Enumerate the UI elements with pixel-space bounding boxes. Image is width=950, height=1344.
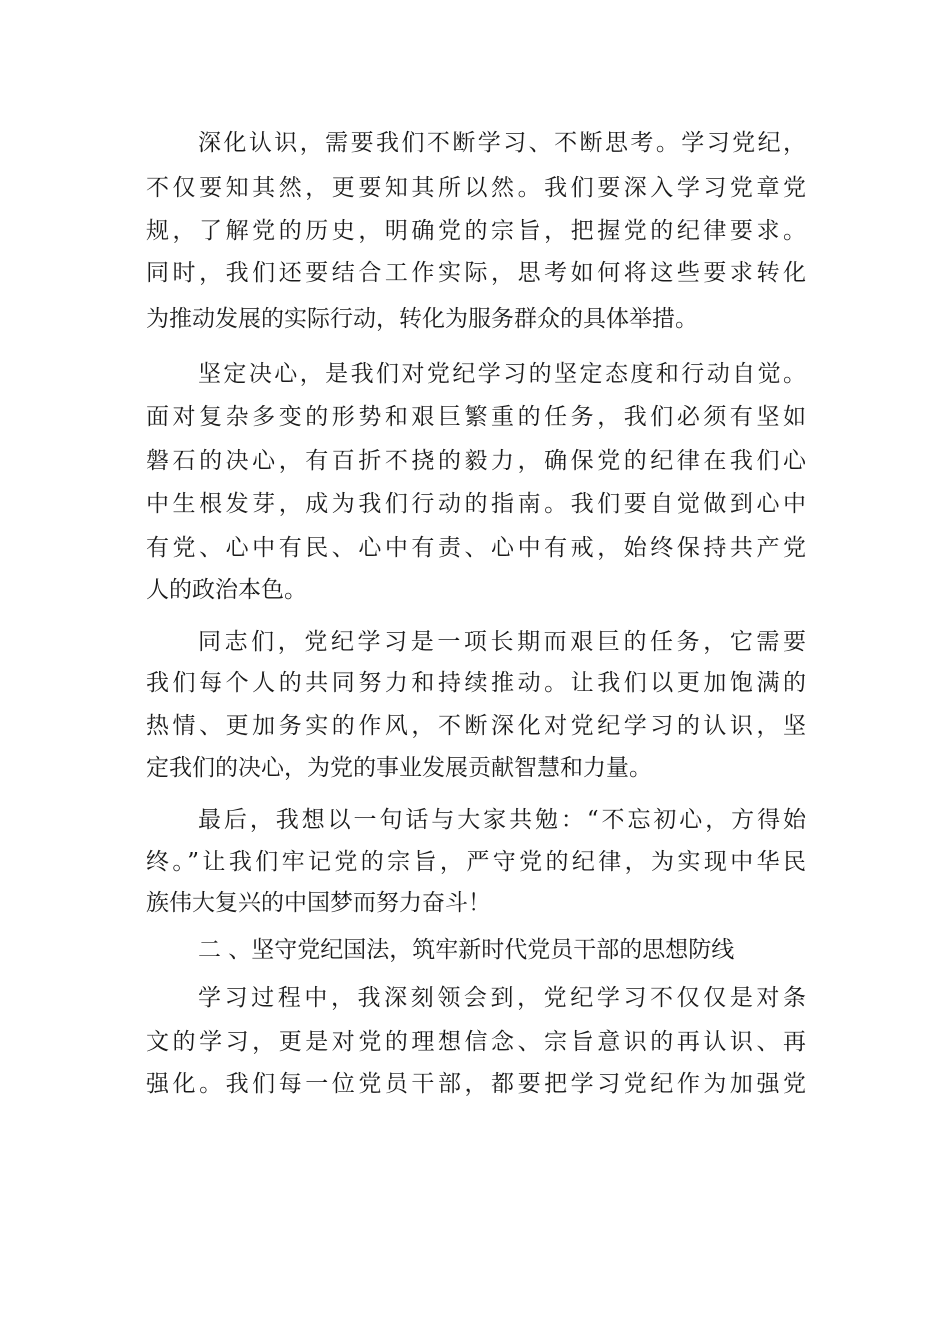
paragraph-line: 定我们的决心，为党的事业发展贡献智慧和力量。 [146,755,652,781]
paragraph-line: 终。”让我们牢记党的宗旨，严守党的纪律，为实现中华民 [146,849,806,875]
paragraph-line: 强化。我们每一位党员干部，都要把学习党纪作为加强党 [146,1071,806,1097]
paragraph-line: 面对复杂多变的形势和艰巨繁重的任务，我们必须有坚如 [146,404,806,430]
paragraph-line: 文的学习，更是对党的理想信念、宗旨意识的再认识、再 [146,1029,806,1055]
paragraph-line: 学习过程中，我深刻领会到，党纪学习不仅仅是对条 [198,985,806,1011]
paragraph-line: 为推动发展的实际行动，转化为服务群众的具体举措。 [146,306,698,332]
paragraph-line: 有党、心中有民、心中有责、心中有戒，始终保持共产党 [146,535,806,561]
paragraph-line: 族伟大复兴的中国梦而努力奋斗！ [146,890,491,916]
paragraph-line: 不仅要知其然，更要知其所以然。我们要深入学习党章党 [146,175,806,201]
paragraph-line: 中生根发芽，成为我们行动的指南。我们要自觉做到心中 [146,491,806,517]
paragraph-line: 我们每个人的共同努力和持续推动。让我们以更加饱满的 [146,670,806,696]
paragraph-line: 同时，我们还要结合工作实际，思考如何将这些要求转化 [146,260,806,286]
paragraph-line: 坚定决心，是我们对党纪学习的坚定态度和行动自觉。 [198,361,806,387]
paragraph-line: 磐石的决心，有百折不挠的毅力，确保党的纪律在我们心 [146,448,806,474]
paragraph-line: 人的政治本色。 [146,577,307,603]
paragraph-line: 同志们，党纪学习是一项长期而艰巨的任务，它需要 [198,629,806,655]
paragraph-line: 热情、更加务实的作风，不断深化对党纪学习的认识，坚 [146,713,806,739]
paragraph-line: 深化认识，需要我们不断学习、不断思考。学习党纪， [198,130,806,156]
paragraph-line: 规，了解党的历史，明确党的宗旨，把握党的纪律要求。 [146,218,806,244]
section-heading: 二 、坚守党纪国法，筑牢新时代党员干部的思想防线 [198,937,735,963]
paragraph-line: 最后，我想以一句话与大家共勉：“不忘初心，方得始 [198,807,806,833]
